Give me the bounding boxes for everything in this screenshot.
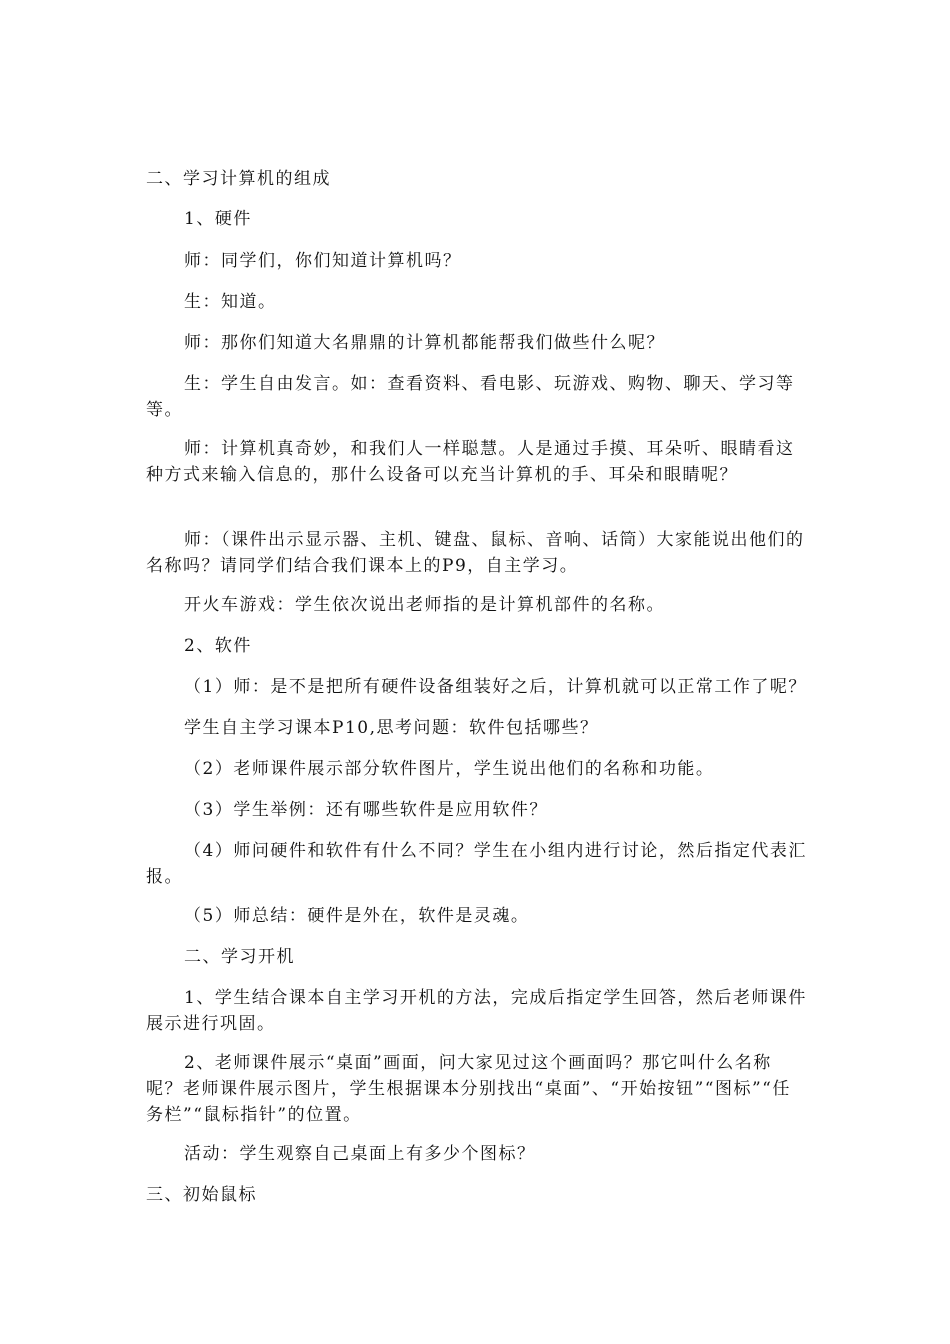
paragraph: 1、学生结合课本自主学习开机的方法，完成后指定学生回答，然后老师课件展示进行巩固。 (146, 988, 807, 1034)
paragraph: 开火车游戏：学生依次说出老师指的是计算机部件的名称。 (184, 595, 665, 615)
section-heading-composition: 二、学习计算机的组成 (146, 169, 331, 189)
subheading-software: 2、软件 (184, 636, 252, 656)
paragraph: （5）师总结：硬件是外在，软件是灵魂。 (184, 906, 530, 926)
paragraph: 师：那你们知道大名鼎鼎的计算机都能帮我们做些什么呢？ (184, 333, 665, 353)
paragraph: （3）学生举例：还有哪些软件是应用软件？ (184, 800, 548, 820)
paragraph: 生：知道。 (184, 292, 277, 312)
paragraph: （4）师问硬件和软件有什么不同？学生在小组内进行讨论，然后指定代表汇报。 (146, 841, 807, 887)
section-heading-boot: 二、学习开机 (184, 947, 295, 967)
paragraph: 2、老师课件展示“桌面”画面，问大家见过这个画面吗？那它叫什么名称呢？老师课件展示图片，学生根据课本分别找出“桌面”、“开始按钮”“图标”“任务栏”“鼠标指针”的位置。 (146, 1053, 791, 1125)
paragraph: 生：学生自由发言。如：查看资料、看电影、玩游戏、购物、聊天、学习等等。 (146, 374, 795, 420)
paragraph: （2）老师课件展示部分软件图片，学生说出他们的名称和功能。 (184, 759, 715, 779)
paragraph: 师：（课件出示显示器、主机、键盘、鼠标、音响、话筒）大家能说出他们的名称吗？请同学们结合我们课本上的P9，自主学习。 (146, 530, 805, 576)
paragraph: 师：同学们，你们知道计算机吗？ (184, 251, 462, 271)
paragraph: 活动：学生观察自己桌面上有多少个图标？ (184, 1144, 536, 1164)
section-heading-mouse: 三、初始鼠标 (146, 1185, 257, 1205)
paragraph: 学生自主学习课本P10,思考问题：软件包括哪些？ (184, 718, 599, 738)
paragraph: （1）师：是不是把所有硬件设备组装好之后，计算机就可以正常工作了呢？ (184, 677, 807, 697)
paragraph: 师：计算机真奇妙，和我们人一样聪慧。人是通过手摸、耳朵听、眼睛看这种方式来输入信息的，那什么设备可以充当计算机的手、耳朵和眼睛呢？ (146, 439, 795, 485)
subheading-hardware: 1、硬件 (184, 209, 252, 229)
